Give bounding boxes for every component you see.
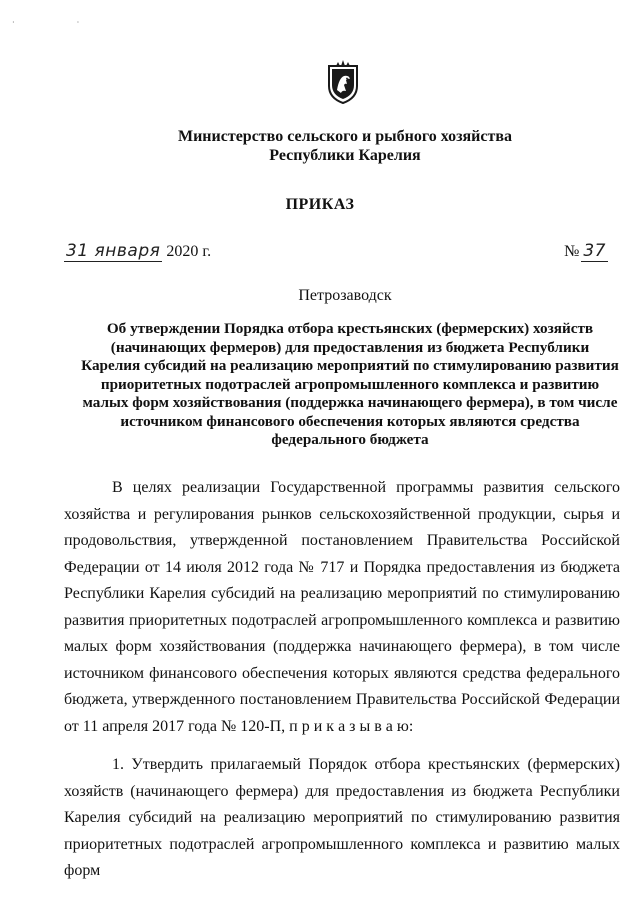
order-subject: Об утверждении Порядка отбора крестьянских (фермерских) хозяйств (начинающих фермеров) для предоставления из бюджета Республики Карелия субсидий на реализацию мероприятий по стимулированию развития приоритетных подотраслей агропромышленного комплекса и развитию малых форм хозяйствования (поддержка начинающего фермера), в том числе источником финансового обеспечения которых являются средства федерального бюджета [81, 320, 619, 448]
order-item-1: 1. Утвердить прилагаемый Порядок отбора крестьянских (фермерских) хозяйств (начинающего фермера) для предоставления из бюджета Республики Карелия субсидий на реализацию мероприятий по стимулированию развития приоритетных подотраслей агропромышленного комплекса и развитию малых форм [64, 756, 620, 879]
karelia-coat-of-arms-icon [326, 60, 360, 104]
ministry-line-2: Республики Карелия [269, 147, 421, 164]
order-body [64, 475, 620, 885]
preamble-paragraph: В целях реализации Государственной программы развития сельского хозяйства и регулирования рынков сельскохозяйственной продукции, сырья и продовольствия, утвержденной постановлением Правительства Российской Федерации от 14 июля 2012 года № 717 и Порядка предоставления из бюджета Республики Карелия субсидий на реализацию мероприятий по стимулированию развития приоритетных подотраслей агропромышленного комплекса и развитию малых форм хозяйствования (поддержка начинающего фермера), в том числе источником финансового обеспечения которых являются средства федерального бюджета, утвержденного постановлением Правительства Российской Федерации от 11 апреля 2017 года № 120-П, п р и к а з ы в а ю: [64, 479, 620, 735]
ministry-heading [0, 127, 640, 165]
order-title: ПРИКАЗ [285, 196, 355, 213]
order-number [564, 241, 608, 262]
ministry-line-1: Министерство сельского и рыбного хозяйства [177, 128, 512, 145]
city-name: Петрозаводск [298, 287, 392, 304]
number-prefix: № [564, 243, 580, 260]
handwritten-date: 31 января [66, 241, 161, 261]
date-year: 2020 г. [166, 243, 212, 260]
order-date [64, 241, 211, 262]
scan-marks: · · [12, 18, 110, 27]
handwritten-number: 37 [583, 241, 606, 261]
